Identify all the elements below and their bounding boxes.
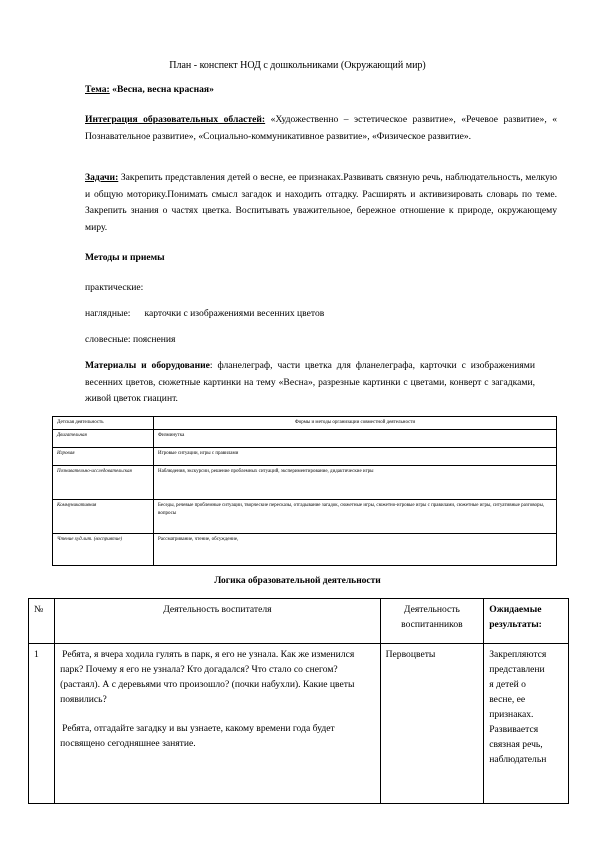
tasks-value: Закрепить представления детей о весне, ее признаках.Развивать связную речь, наблюдательность, мелкую и общую моторику.Понимать смысл загадок и находить отгадку. Расширять и активизировать словарь по теме. Закрепить знания о частях цветка. Воспитывать уважительное, бережное отношение к природе, окружающему миру. bbox=[85, 172, 557, 233]
table-row bbox=[53, 430, 557, 448]
teacher-activity-header: Деятельность воспитателя bbox=[55, 599, 380, 644]
topic-value: «Весна, весна красная» bbox=[109, 84, 214, 95]
table-row bbox=[53, 448, 557, 466]
visual-value: карточки с изображениями весенних цветов bbox=[144, 308, 325, 319]
document-title: План - конспект НОД с дошкольниками (Окружающий мир) bbox=[169, 60, 426, 71]
activity-forms-cell: Рассматривание, чтение, обсуждение, bbox=[154, 534, 557, 566]
table-header-row bbox=[29, 599, 569, 644]
materials-paragraph bbox=[85, 358, 535, 408]
topic-line bbox=[85, 82, 557, 99]
activity-forms-cell: Физминутка bbox=[154, 430, 557, 448]
row-number: 1 bbox=[29, 644, 55, 804]
activity-forms-cell: Игровые ситуации, игры с правилами bbox=[154, 448, 557, 466]
children-activity-header: Деятельность воспитанников bbox=[380, 599, 484, 644]
practical-methods: практические: bbox=[85, 282, 144, 293]
verbal-methods: словесные: пояснения bbox=[85, 334, 176, 345]
tasks-paragraph bbox=[85, 170, 557, 236]
topic-label: Тема: bbox=[85, 84, 110, 95]
activity-type-cell: Чтение худ.лит. (восприятие) bbox=[53, 534, 154, 566]
activity-forms-cell: Наблюдения, экскурсии, решение проблемных ситуаций, экспериментирование, дидактические игры bbox=[154, 466, 557, 500]
activity-type-cell: Коммуникативная bbox=[53, 500, 154, 534]
table-header-cell: Детская деятельность bbox=[53, 417, 154, 430]
table-header-cell: Формы и методы организации совместной деятельности bbox=[154, 417, 557, 430]
table-row bbox=[53, 534, 557, 566]
teacher-paragraph: Ребята, я вчера ходила гулять в парк, я его не узнала. Как же изменился парк? Почему я его не узнала? Кто догадался? Что стало со снегом? (растаял). А с деревьями что произошло? (почки набухли). Какие цветы появились? bbox=[60, 649, 355, 705]
methods-heading: Методы и приемы bbox=[85, 252, 165, 263]
expected-results-header: Ожидаемые результаты: bbox=[484, 599, 569, 644]
table-row bbox=[29, 644, 569, 804]
logic-table bbox=[28, 598, 569, 804]
expected-results-cell: Закрепляются представлени я детей о весне, ее признаках. Развивается связная речь, наблюдательн bbox=[484, 644, 569, 804]
visual-label: наглядные: bbox=[85, 308, 131, 319]
table-row bbox=[53, 466, 557, 500]
activity-forms-cell: Беседы, речевые проблемные ситуации, творческие пересказы, отгадывание загадок, сюжетные игры, сюжетно-игровые игры с правилами, сюжетные игры, ситуативные разговоры, вопросы bbox=[154, 500, 557, 534]
materials-value: : фланелеграф, части цветка для фланелеграфа, карточки с изображениями весенних цветов, сюжетные картинки на тему «Весна», разрезные картинки с цветами, конверт с загадками, живой цветок гиацинт. bbox=[85, 360, 535, 404]
table-row bbox=[53, 500, 557, 534]
number-header: № bbox=[29, 599, 55, 644]
integration-paragraph bbox=[85, 112, 557, 145]
visual-methods bbox=[85, 306, 557, 323]
integration-value: «Художественно – эстетическое развитие», «Речевое развитие», « Познавательное развитие», «Социально-коммуникативное развитие», «Физическое развитие». bbox=[85, 114, 557, 142]
activity-type-cell: Игровая bbox=[53, 448, 154, 466]
teacher-paragraph: Ребята, отгадайте загадку и вы узнаете, какому времени года будет посвящено сегодняшнее занятие. bbox=[60, 723, 335, 749]
activity-type-cell: Познавательно-исследовательская bbox=[53, 466, 154, 500]
teacher-activity-cell bbox=[55, 644, 380, 804]
table-header-row bbox=[53, 417, 557, 430]
activity-forms-table bbox=[52, 416, 557, 566]
materials-label: Материалы и оборудование bbox=[85, 360, 210, 371]
tasks-label: Задачи: bbox=[85, 172, 119, 183]
integration-label: Интеграция образовательных областей: bbox=[85, 114, 266, 125]
activity-type-cell: Двигательная bbox=[53, 430, 154, 448]
logic-heading: Логика образовательной деятельности bbox=[214, 576, 381, 586]
children-activity-cell: Первоцветы bbox=[380, 644, 484, 804]
